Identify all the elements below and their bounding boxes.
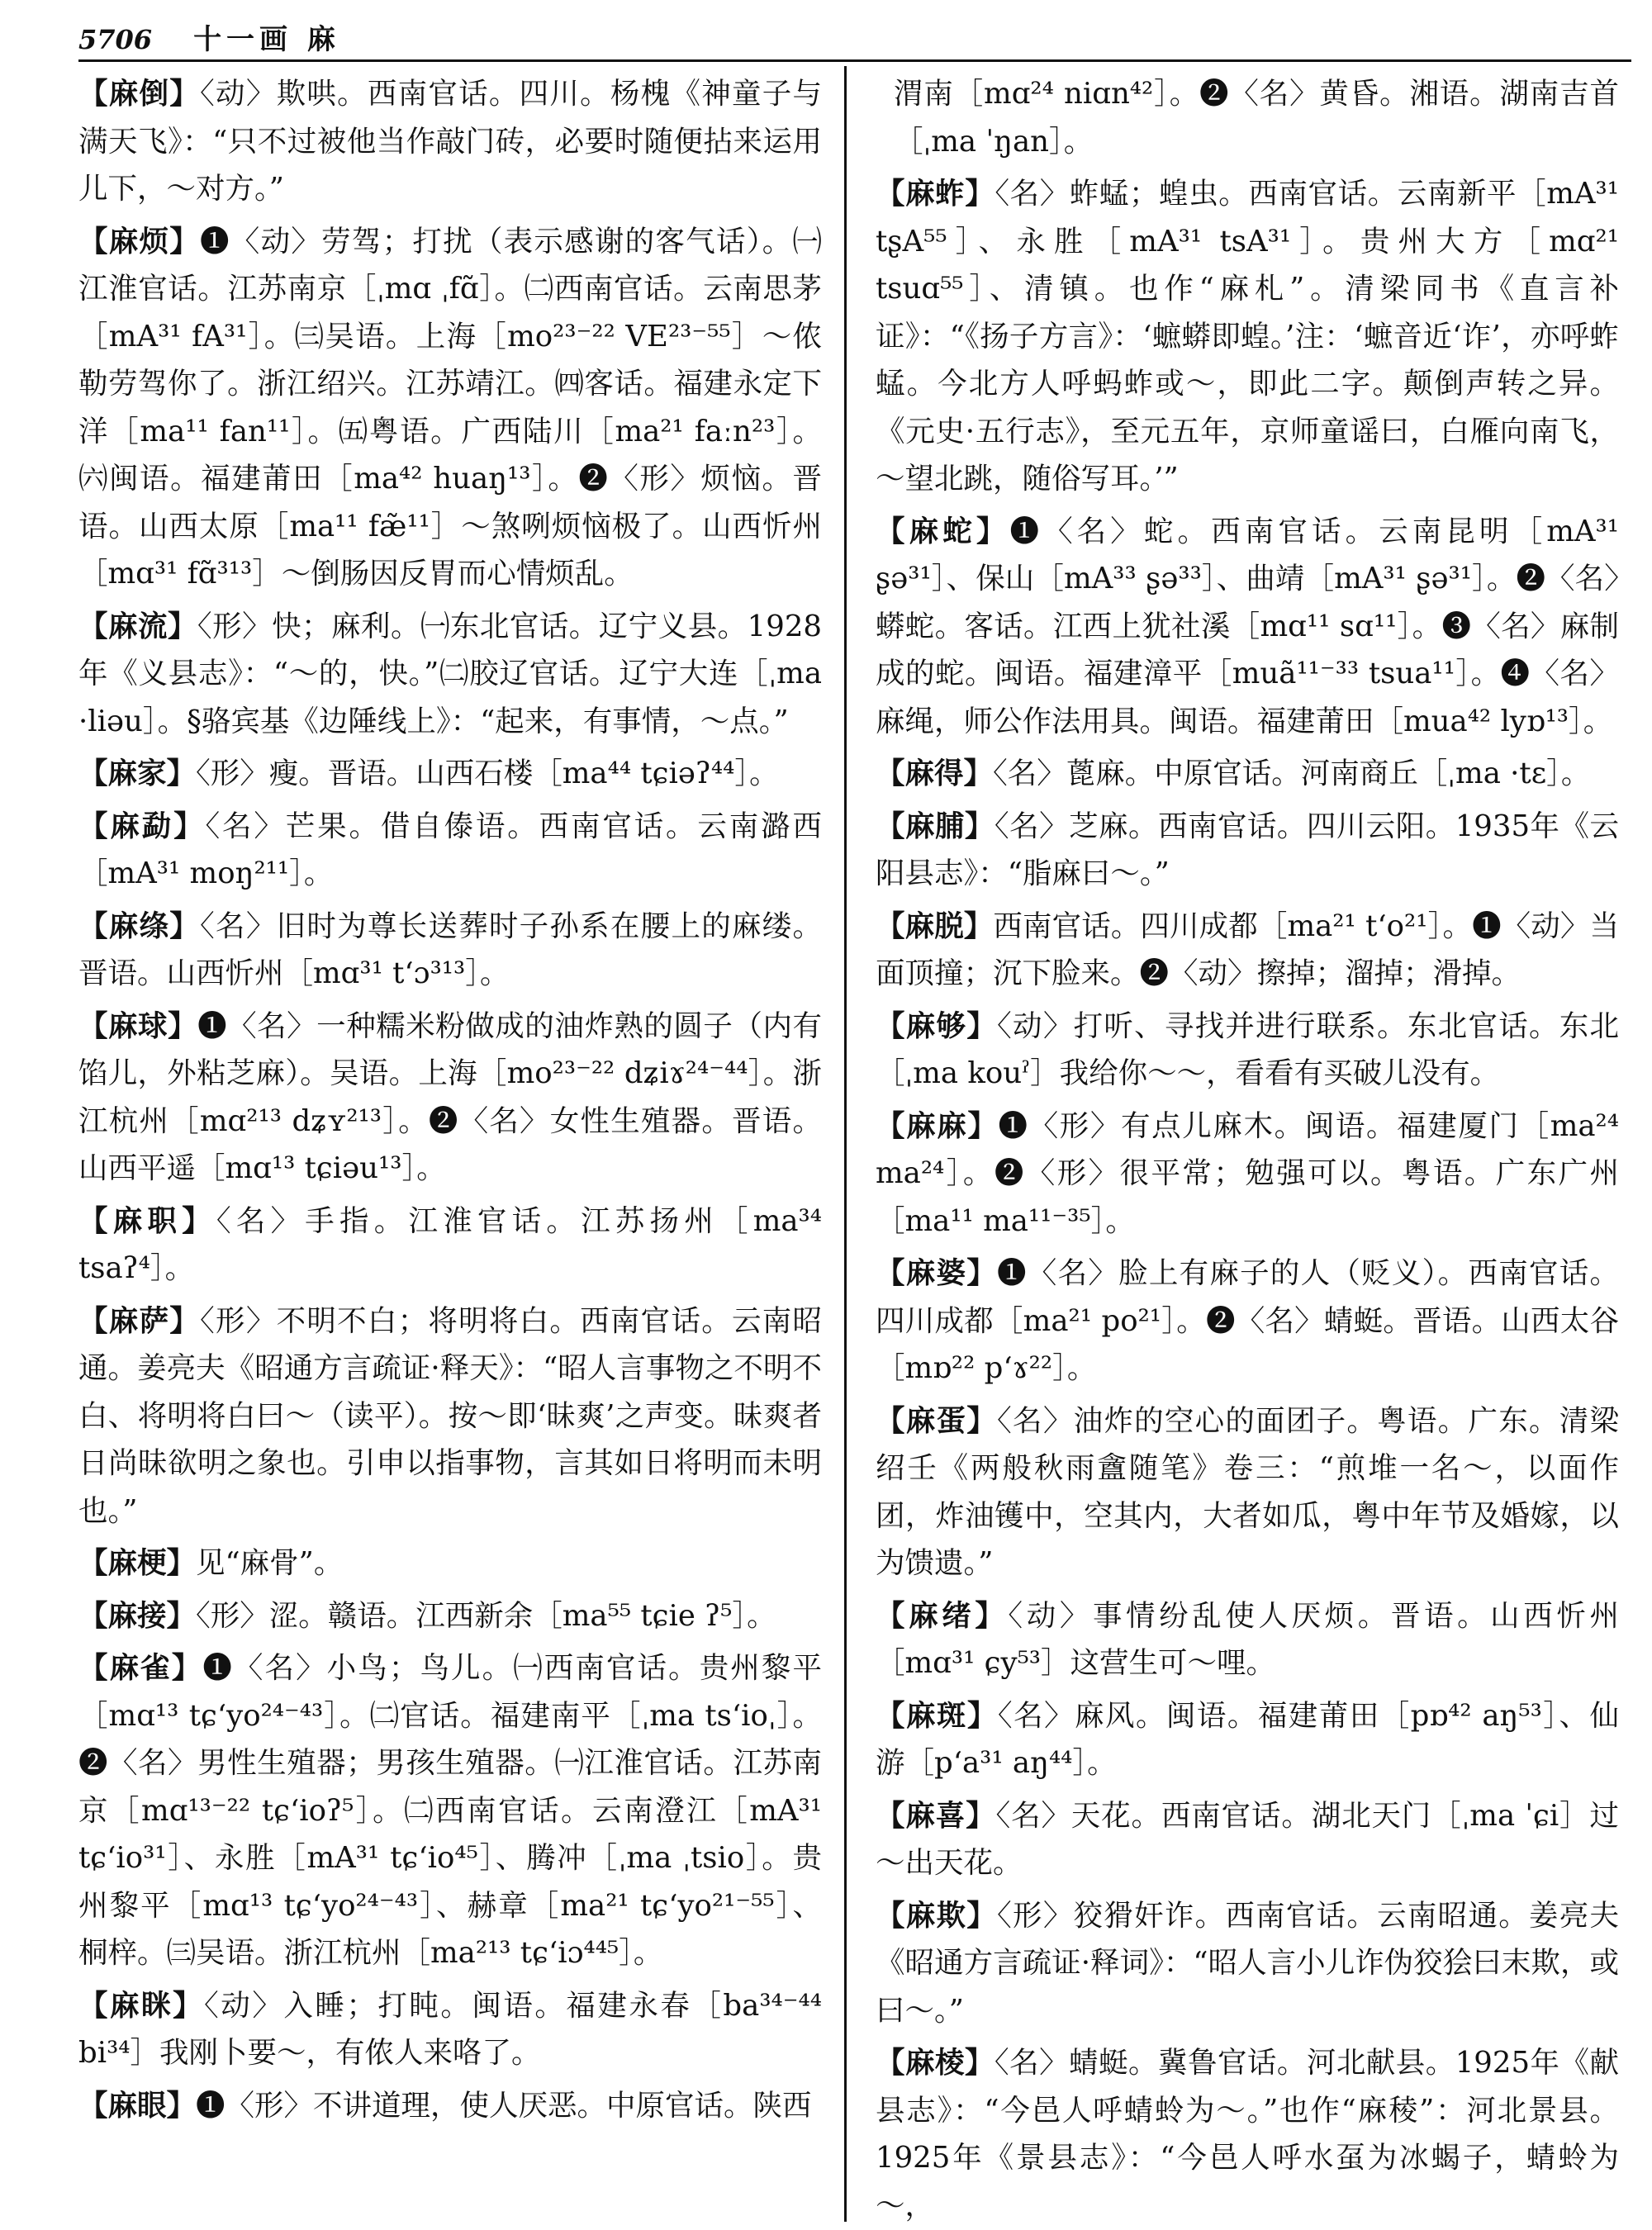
entry-headword: 【麻眯】 bbox=[78, 1988, 205, 2023]
entry-definition: 西南官话。四川成都［ma²¹ t‘o²¹］。❶〈动〉当面顶撞；沉下脸来。❷〈动〉擦掉；溜掉；滑掉。 bbox=[876, 909, 1619, 990]
dictionary-entry bbox=[876, 1250, 1619, 1393]
dictionary-entry bbox=[78, 1298, 822, 1535]
entry-headword: 【麻梗】 bbox=[78, 1546, 197, 1580]
entry-definition: 〈形〉快；麻利。㈠东北官话。辽宁义县。1928年《义县志》：“～的，快。”㈡胶辽官话。辽宁大连［ˌma ·liəu］。§骆宾基《边陲线上》：“起来，有事情，～点。” bbox=[78, 609, 822, 738]
dictionary-entry bbox=[876, 1592, 1619, 1687]
entry-headword: 【麻绦】 bbox=[78, 909, 201, 943]
dictionary-entry bbox=[78, 603, 822, 746]
entry-definition: ❶〈动〉劳驾；打扰（表示感谢的客气话）。㈠江淮官话。江苏南京［ˌmɑ ˌfɑ̃］。㈡西南官话。云南思茅［mA³¹ fA³¹］。㈢吴语。上海［mo²³⁻²² VE²³⁻⁵⁵］～侬勒劳驾你了。浙江绍兴。江苏靖江。㈣客话。福建永定下洋［ma¹¹ fan¹¹］。㈤粤语。广西陆川［ma²¹ faːn²³］。㈥闽语。福建莆田［ma⁴² huaŋ¹³］。❷〈形〉烦恼。晋语。山西太原［ma¹¹ fæ̃¹¹］～煞咧烦恼极了。山西忻州［mɑ³¹ fɑ̃³¹³］～倒肠因反胃而心情烦乱。 bbox=[78, 224, 822, 591]
right-column bbox=[876, 70, 1619, 2222]
entry-headword: 【麻斑】 bbox=[876, 1698, 998, 1733]
dictionary-entry bbox=[78, 1592, 822, 1640]
entry-headword: 【麻蛇】 bbox=[876, 514, 1010, 548]
dictionary-entry bbox=[78, 1198, 822, 1293]
left-column bbox=[78, 70, 822, 2222]
entry-headword: 【麻棱】 bbox=[876, 2046, 995, 2080]
dictionary-entry bbox=[78, 2082, 822, 2130]
dictionary-entry bbox=[78, 1644, 822, 1977]
entry-headword: 【麻得】 bbox=[876, 757, 994, 790]
entry-headword: 【麻蚱】 bbox=[876, 177, 995, 211]
dictionary-entry bbox=[876, 508, 1619, 746]
entry-headword: 【麻喜】 bbox=[876, 1798, 996, 1833]
entry-definition: 〈动〉事情纷乱使人厌烦。晋语。山西忻州［mɑ³¹ ɕy⁵³］这营生可～哩。 bbox=[876, 1598, 1619, 1680]
entry-definition: 〈形〉涩。赣语。江西新余［ma⁵⁵ tɕie ʔ⁵］。 bbox=[196, 1598, 776, 1633]
entry-headword: 【麻职】 bbox=[78, 1203, 216, 1238]
entry-headword: 【麻雀】 bbox=[78, 1651, 203, 1685]
dictionary-entry bbox=[78, 750, 822, 798]
entry-definition: 〈名〉蓖麻。中原官话。河南商丘［ˌma ·tɛ］。 bbox=[993, 757, 1591, 790]
entry-headword: 【麻够】 bbox=[876, 1008, 998, 1043]
page-number: 5706 bbox=[78, 24, 153, 55]
entry-definition: 〈名〉芒果。借自傣语。西南官话。云南潞西［mA³¹ moŋ²¹¹］。 bbox=[78, 809, 822, 890]
entry-headword: 【麻蛋】 bbox=[876, 1403, 998, 1438]
entry-headword: 【麻萨】 bbox=[78, 1303, 201, 1338]
entry-headword: 【麻婆】 bbox=[876, 1256, 998, 1290]
entry-headword: 【麻欺】 bbox=[876, 1898, 998, 1933]
dictionary-entry bbox=[876, 1792, 1619, 1887]
dictionary-entry bbox=[78, 803, 822, 898]
dictionary-entry bbox=[876, 1103, 1619, 1245]
entry-definition: ❶〈形〉有点儿麻木。闽语。福建厦门［ma²⁴ ma²⁴］。❷〈形〉很平常；勉强可以。粤语。广东广州［ma¹¹ ma¹¹⁻³⁵］。 bbox=[876, 1108, 1619, 1238]
entry-definition: 〈形〉瘦。晋语。山西石楼［ma⁴⁴ tɕiəʔ⁴⁴］。 bbox=[196, 757, 779, 790]
entry-headword: 【麻球】 bbox=[78, 1008, 198, 1043]
entry-definition: 〈动〉欺哄。西南官话。四川。杨槐《神童子与满天飞》：“只不过被他当作敲门砖，必要时随便拈来运用儿下，～对方。” bbox=[78, 77, 822, 206]
entry-definition: 〈动〉入睡；打盹。闽语。福建永春［ba³⁴⁻⁴⁴ bi³⁴］我刚卜要～，有侬人来咯了。 bbox=[78, 1988, 822, 2070]
entry-headword: 【麻眼】 bbox=[78, 2088, 197, 2123]
dictionary-entry bbox=[876, 1003, 1619, 1098]
entry-definition: ❶〈名〉蛇。西南官话。云南昆明［mA³¹ ʂə³¹］、保山［mA³³ ʂə³³］、曲靖［mA³¹ ʂə³¹］。❷〈名〉蟒蛇。客话。江西上犹社溪［mɑ¹¹ sɑ¹¹］。❸〈名〉麻制成的蛇。闽语。福建漳平［muã¹¹⁻³³ tsua¹¹］。❹〈名〉麻绳，师公作法用具。闽语。福建莆田［mua⁴² lyɒ¹³］。 bbox=[876, 514, 1619, 738]
entry-definition: ❶〈名〉一种糯米粉做成的油炸熟的圆子（内有馅儿，外粘芝麻）。吴语。上海［mo²³⁻²² dʑiɤ²⁴⁻⁴⁴］。浙江杭州［mɑ²¹³ dʑʏ²¹³］。❷〈名〉女性生殖器。晋语。山西平遥［mɑ¹³ tɕiəu¹³］。 bbox=[78, 1008, 822, 1185]
dictionary-entry bbox=[876, 170, 1619, 503]
dictionary-entry bbox=[78, 903, 822, 998]
column-divider bbox=[844, 66, 847, 2222]
header-rule bbox=[78, 59, 1631, 62]
dictionary-entry bbox=[876, 1892, 1619, 2035]
entry-definition: 〈名〉蜻蜓。冀鲁官话。河北献县。1925年《献县志》：“今邑人呼蜻蛉为～。”也作“麻稜”：河北景县。1925年《景县志》：“今邑人呼水虿为冰蝎子，蜻蛉为～， bbox=[876, 2046, 1619, 2222]
entry-headword: 【麻麻】 bbox=[876, 1108, 999, 1143]
dictionary-entry bbox=[78, 70, 822, 213]
dictionary-entry bbox=[876, 803, 1619, 898]
dictionary-entry bbox=[78, 1540, 822, 1587]
dictionary-entry bbox=[876, 1397, 1619, 1587]
entry-definition: 〈名〉芝麻。西南官话。四川云阳。1935年《云阳县志》：“脂麻曰～。” bbox=[876, 809, 1619, 890]
dictionary-entry bbox=[78, 1003, 822, 1193]
entry-definition: 渭南［mɑ²⁴ niɑn⁴²］。❷〈名〉黄昏。湘语。湖南吉首［ˌma ˈŋan］。 bbox=[894, 77, 1619, 159]
entry-definition: ❶〈名〉脸上有麻子的人（贬义）。西南官话。四川成都［ma²¹ po²¹］。❷〈名〉蜻蜓。晋语。山西太谷［mɒ²² p‘ɤ²²］。 bbox=[876, 1256, 1619, 1385]
entry-definition: 〈名〉油炸的空心的面团子。粤语。广东。清梁绍壬《两般秋雨盦随笔》卷三：“煎堆一名～，以面作团，炸油镬中，空其内，大者如瓜，粤中年节及婚嫁，以为馈遗。” bbox=[876, 1403, 1619, 1580]
entry-definition: 〈名〉麻风。闽语。福建莆田［pɒ⁴² aŋ⁵³］、仙游［p‘a³¹ aŋ⁴⁴］。 bbox=[876, 1698, 1619, 1780]
entry-definition: 〈动〉打听、寻找并进行联系。东北官话。东北［ˌma kouˀ］我给你～～，看看有买破儿没有。 bbox=[876, 1008, 1619, 1090]
entry-headword: 【麻流】 bbox=[78, 609, 197, 643]
entry-headword: 【麻脱】 bbox=[876, 909, 994, 943]
dictionary-entry bbox=[876, 2039, 1619, 2222]
entry-definition: 见“麻骨”。 bbox=[196, 1546, 344, 1580]
entry-headword: 【麻绪】 bbox=[876, 1598, 1009, 1633]
entry-definition: ❶〈名〉小鸟；鸟儿。㈠西南官话。贵州黎平［mɑ¹³ tɕ‘yo²⁴⁻⁴³］。㈡官话。福建南平［ˌma ts‘ioˌ］。❷〈名〉男性生殖器；男孩生殖器。㈠江淮官话。江苏南京［mɑ¹³⁻²² tɕ‘ioʔ⁵］。㈡西南官话。云南澄江［mA³¹ tɕ‘io³¹］、永胜［mA³¹ tɕ‘io⁴⁵］、腾冲［ˌma ˌtsio］。贵州黎平［mɑ¹³ tɕ‘yo²⁴⁻⁴³］、赫章［ma²¹ tɕ‘yo²¹⁻⁵⁵］、桐梓。㈢吴语。浙江杭州［ma²¹³ tɕ‘iɔ⁴⁴⁵］。 bbox=[78, 1651, 822, 1970]
entry-headword: 【麻烦】 bbox=[78, 224, 201, 259]
dictionary-entry bbox=[876, 903, 1619, 998]
entry-definition: 〈名〉天花。西南官话。湖北天门［ˌma ˈɕi］过～出天花。 bbox=[876, 1798, 1619, 1880]
entry-definition: 〈名〉旧时为尊长送葬时子孙系在腰上的麻缕。晋语。山西忻州［mɑ³¹ t‘ɔ³¹³］。 bbox=[78, 909, 822, 990]
section-title: 十一画 麻 bbox=[193, 23, 340, 56]
dictionary-entry bbox=[78, 218, 822, 598]
entry-headword: 【麻脯】 bbox=[876, 809, 995, 843]
entry-headword: 【麻勐】 bbox=[78, 809, 206, 843]
dictionary-entry bbox=[876, 750, 1619, 798]
entry-definition: 〈名〉蚱蜢；蝗虫。西南官话。云南新平［mA³¹ tʂA⁵⁵］、永胜［mA³¹ tsA³¹］。贵州大方［mɑ²¹ tsuɑ⁵⁵］、清镇。也作“麻札”。清梁同书《直言补证》：“《扬子方言》：‘蟅蟒即蝗。’注：‘蟅音近‘诈’，亦呼蚱蜢。今北方人呼蚂蚱或～，即此二字。颠倒声转之异。《元史·五行志》，至元五年，京师童谣曰，白雁向南飞，～望北跳，随俗写耳。’” bbox=[876, 177, 1619, 496]
page-header bbox=[78, 17, 1631, 56]
entry-headword: 【麻接】 bbox=[78, 1598, 197, 1633]
entry-definition: 〈形〉狡猾奸诈。西南官话。云南昭通。姜亮夫《昭通方言疏证·释词》：“昭人言小儿诈伪狡狯曰末欺，或曰～。” bbox=[876, 1898, 1619, 2028]
dictionary-entry bbox=[876, 70, 1619, 165]
entry-definition: 〈名〉手指。江淮官话。江苏扬州［ma³⁴ tsaʔ⁴］。 bbox=[78, 1203, 822, 1285]
entry-headword: 【麻家】 bbox=[78, 757, 197, 790]
entry-definition: 〈形〉不明不白；将明将白。西南官话。云南昭通。姜亮夫《昭通方言疏证·释天》：“昭人言事物之不明不白、将明将白曰～（读平）。按～即‘昧爽’之声变。昧爽者日尚昧欲明之象也。引申以指事物，言其如日将明而未明也。” bbox=[78, 1303, 822, 1528]
dictionary-entry bbox=[876, 1692, 1619, 1787]
dictionary-entry bbox=[78, 1982, 822, 2077]
entry-headword: 【麻倒】 bbox=[78, 77, 201, 111]
entry-definition: ❶〈形〉不讲道理，使人厌恶。中原官话。陕西 bbox=[196, 2088, 812, 2123]
